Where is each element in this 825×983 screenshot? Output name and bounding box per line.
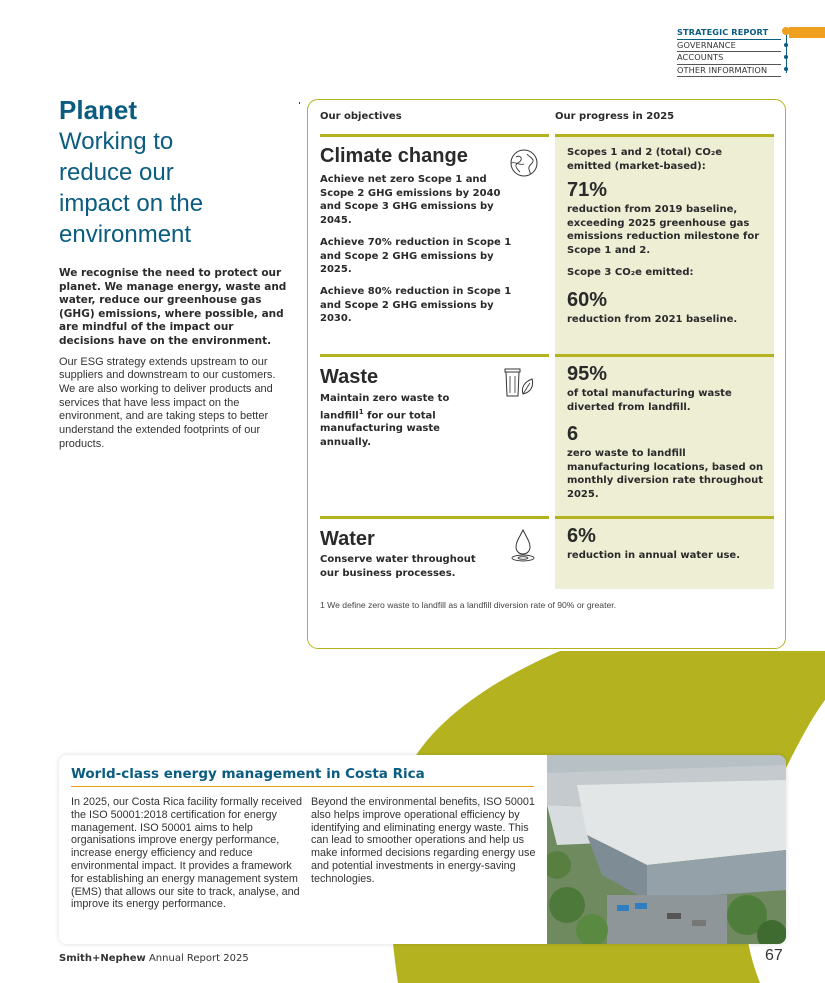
waste-value-2: 6 [567, 423, 579, 445]
waste-value-2-text: zero waste to landfill manufacturing locations, based on monthly diversion rate throughout 2025. [567, 448, 764, 500]
globe-icon [507, 148, 541, 178]
water-value-1-text: reduction in annual water use. [567, 550, 741, 561]
page-subtitle: Working to reduce our impact on the environment [59, 128, 204, 248]
crop-mark [299, 102, 300, 104]
scope3-label: Scope 3 CO₂e emitted: [567, 267, 694, 278]
case-study-rule [71, 786, 534, 787]
water-drop-icon [508, 528, 538, 564]
section-nav [677, 27, 781, 77]
water-progress [567, 524, 767, 563]
divider [555, 134, 774, 137]
divider [320, 134, 549, 137]
waste-value-1: 95% [567, 363, 608, 385]
waste-title: Waste [320, 366, 379, 388]
climate-objective-3: Achieve 80% reduction in Scope 1 and Scope 2 GHG emissions by 2030. [320, 286, 512, 324]
climate-progress-intro: Scopes 1 and 2 (total) CO₂e emitted (market-based): [567, 147, 722, 172]
page-title: Planet [59, 95, 138, 125]
objectives-card [307, 99, 786, 649]
facility-aerial-photo [547, 755, 786, 944]
objectives-heading: Our objectives [320, 111, 402, 122]
climate-title: Climate change [320, 145, 468, 167]
climate-objective-2: Achieve 70% reduction in Scope 1 and Scope 2 GHG emissions by 2025. [320, 237, 512, 275]
page-number: 67 [765, 947, 783, 964]
case-study-title: World-class energy management in Costa Rica [71, 766, 425, 782]
nav-dot [784, 43, 788, 47]
waste-bin-icon [501, 366, 539, 400]
nav-indicator-line [785, 27, 787, 73]
nav-active-tab [789, 27, 825, 38]
intro-lead: We recognise the need to protect our planet. We manage energy, waste and water, reduce our greenhouse gas (GHG) emissions, where possible, and are mindful of the impact our decisions have on the environment. [59, 267, 287, 347]
footnote: 1 We define zero waste to landfill as a landfill diversion rate of 90% or greater. [320, 600, 617, 610]
divider [320, 354, 549, 357]
climate-value-2-text: reduction from 2021 baseline. [567, 313, 738, 325]
nav-dot [784, 67, 788, 71]
case-study-column-2: Beyond the environmental benefits, ISO 50001 also helps improve operational efficiency by identifying and eliminating energy waste. This can lead to smoother operations and help us make informed decisions regarding energy use and potential investments in energy-saving technologies. [311, 796, 536, 885]
intro-column [59, 95, 289, 451]
waste-objective: Maintain zero waste to landfill$^1$ for our total manufacturing waste annually. [320, 393, 450, 448]
climate-objective-1: Achieve net zero Scope 1 and Scope 2 GHG emissions by 2040 and Scope 3 GHG emissions by 2045. [320, 174, 501, 226]
nav-governance[interactable]: GOVERNANCE [677, 40, 781, 53]
divider [320, 516, 549, 519]
waste-progress [567, 362, 767, 501]
intro-body: Our ESG strategy extends upstream to our suppliers and downstream to our customers. We are also working to deliver products and services that have less impact on the environment, and are taking steps to better understand the extended footprints of our products. [59, 355, 276, 450]
climate-progress [567, 146, 767, 326]
climate-value-2: 60% [567, 288, 608, 311]
nav-strategic-report[interactable]: STRATEGIC REPORT [677, 27, 781, 40]
progress-heading: Our progress in 2025 [555, 111, 675, 122]
footer-brand: Smith+Nephew Annual Report 2025 [59, 953, 249, 964]
water-value-1: 6% [567, 525, 596, 547]
case-study-box [59, 755, 786, 944]
waste-value-1-text: of total manufacturing waste diverted from landfill. [567, 388, 732, 413]
divider [555, 354, 774, 357]
nav-accounts[interactable]: ACCOUNTS [677, 52, 781, 65]
nav-other-information[interactable]: OTHER INFORMATION [677, 65, 781, 78]
climate-value-1-text: reduction from 2019 baseline, exceeding 2025 greenhouse gas emissions reduction milestone for Scope 1 and 2. [567, 204, 760, 256]
divider [555, 516, 774, 519]
case-study-column-1: In 2025, our Costa Rica facility formally received the ISO 50001:2018 certification for energy management. ISO 50001 aims to help organisations improve energy performance, increase energy efficiency and reduce environmental impact. It provides a framework for establishing an energy management system (EMS) that allows our site to track, analyse, and improve its energy performance. [71, 796, 303, 911]
water-title: Water [320, 528, 375, 550]
nav-dot [784, 55, 788, 59]
climate-value-1: 71% [567, 179, 608, 201]
water-objective: Conserve water throughout our business processes. [320, 554, 476, 579]
